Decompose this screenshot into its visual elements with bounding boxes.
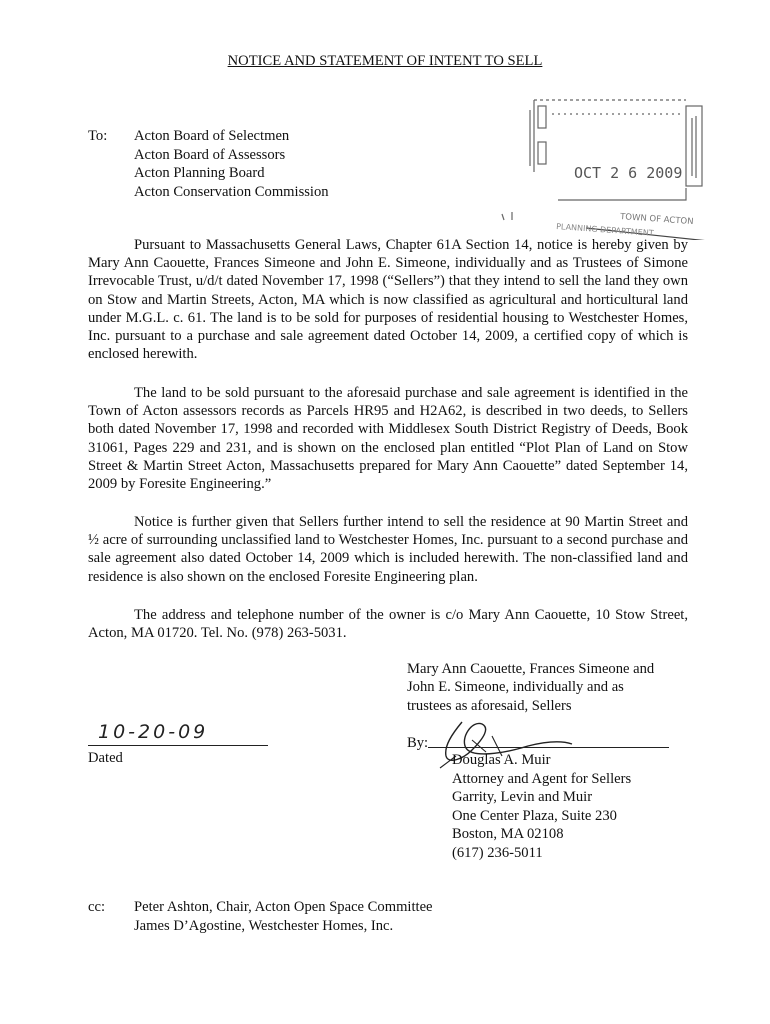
signer-name: Douglas A. Muir	[452, 752, 551, 768]
signer-line: (617) 236-5011	[452, 844, 543, 861]
paragraph-text: Pursuant to Massachusetts General Laws, Chapter 61A Section 14, notice is hereby given by Mary Ann Caouette, Frances Simeone and John E. Simeone, individually and as Trustees of Simone Irrevocable Trust, u/d/t dated November 17, 1998 (“Sellers”) that they intend to sell the land they own on Stow and Martin Streets, Acton, MA which is now classified as agricultural and horticultural land under M.G.L. c. 61. The land is to be sold for purposes of residential housing to Westchester Homes, Inc. pursuant to a purchase and sale agreement dated October 14, 2009, a certified copy of which is enclosed herewith.	[88, 237, 688, 363]
dated-label: Dated	[88, 750, 123, 766]
to-label: To:	[88, 128, 108, 144]
date-line	[88, 745, 268, 746]
recipient: Acton Conservation Commission	[134, 183, 329, 200]
cc-label: cc:	[88, 899, 106, 915]
stamp-line-2: PLANNING DEPARTMENT	[555, 222, 654, 238]
signer-line: Boston, MA 02108	[452, 826, 564, 843]
sellers-line: John E. Simeone, individually and as	[407, 679, 624, 696]
paragraph	[88, 513, 688, 586]
received-stamp	[498, 92, 720, 240]
recipient: Acton Planning Board	[134, 165, 265, 182]
by-label: By:	[407, 735, 429, 751]
recipient: Acton Board of Assessors	[134, 146, 286, 163]
cc-recipient: Peter Ashton, Chair, Acton Open Space Committee	[134, 899, 433, 915]
paragraph	[88, 236, 688, 363]
sellers-block	[407, 660, 697, 715]
cc-list	[134, 898, 433, 935]
cc-recipient: James D’Agostine, Westchester Homes, Inc.	[134, 917, 394, 934]
paragraph	[88, 606, 688, 642]
stamp-date: OCT 2 6 2009	[574, 164, 683, 182]
recipient: Acton Board of Selectmen	[134, 128, 290, 144]
signer-line: Garrity, Levin and Muir	[452, 789, 593, 806]
sellers-line: Mary Ann Caouette, Frances Simeone and	[407, 661, 655, 677]
recipient-list	[134, 127, 329, 201]
signer-line: Attorney and Agent for Sellers	[452, 770, 632, 787]
paragraph-text: The address and telephone number of the owner is c/o Mary Ann Caouette, 10 Stow Street, Acton, MA 01720. Tel. No. (978) 263-5031.	[88, 607, 688, 642]
paragraph-text: Notice is further given that Sellers further intend to sell the residence at 90 Martin Street and ½ acre of surrounding unclassified land to Westchester Homes, Inc. pursuant to a second purchase and sale agreement also dated October 14, 2009 which is included herewith. The non-classified land and residence is also shown on the enclosed Foresite Engineering plan.	[88, 514, 688, 585]
sellers-line: trustees as aforesaid, Sellers	[407, 697, 572, 714]
document-title: NOTICE AND STATEMENT OF INTENT TO SELL	[227, 53, 543, 69]
signer-line: One Center Plaza, Suite 230	[452, 807, 617, 824]
handwritten-date: 10-20-09	[98, 721, 209, 743]
paragraph-text: The land to be sold pursuant to the aforesaid purchase and sale agreement is identified in the Town of Acton assessors records as Parcels HR95 and H2A62, is described in two deeds, to Sellers both dated November 17, 1998 and recorded with Middlesex South District Registry of Deeds, Book 31061, Pages 229 and 231, and is shown on the enclosed plan entitled “Plot Plan of Land on Stow Street & Martin Street Acton, Massachusetts prepared for Mary Ann Caouette” dated September 14, 2009 by Foresite Engineering.”	[88, 385, 688, 493]
paragraph	[88, 384, 688, 493]
signer-block	[452, 751, 631, 863]
stamp-line-1: TOWN OF ACTON	[619, 212, 694, 228]
